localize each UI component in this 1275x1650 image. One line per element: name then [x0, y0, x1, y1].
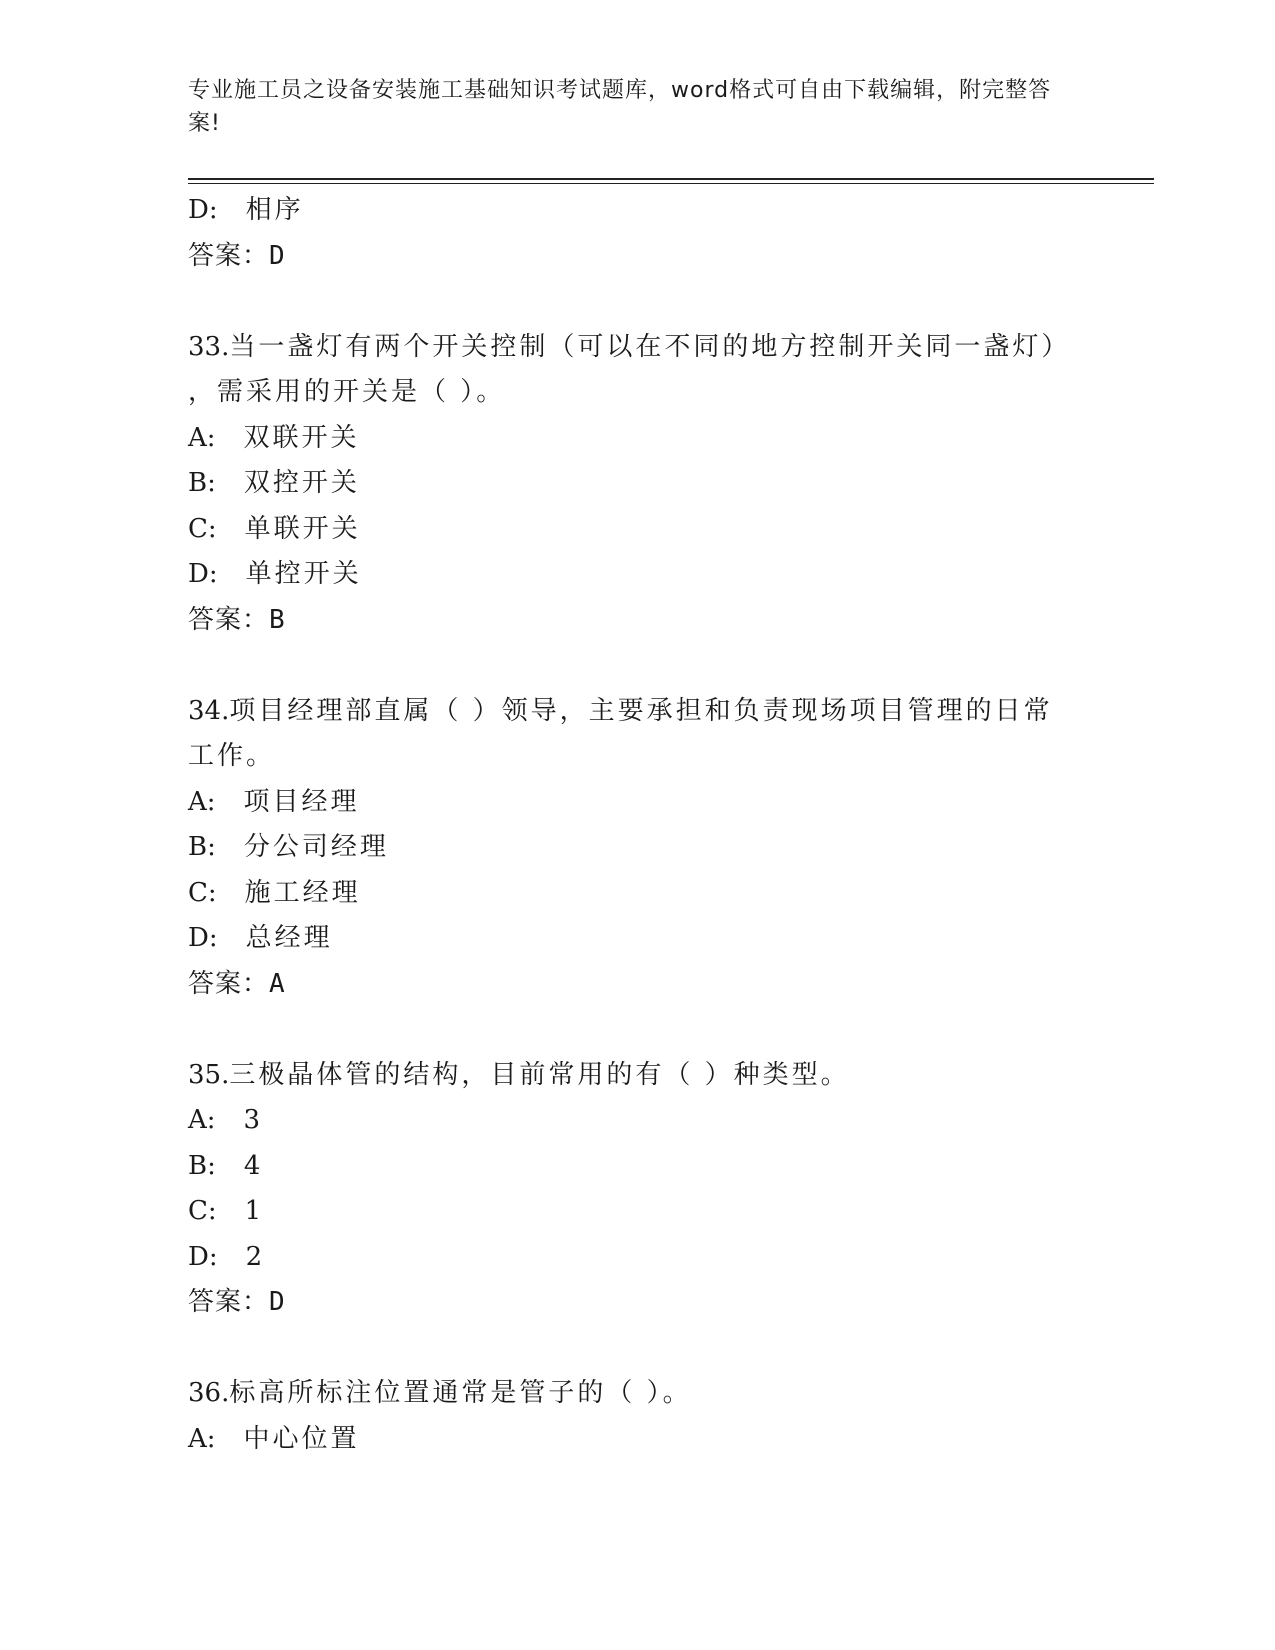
- option-d: D: 单控开关: [188, 559, 362, 589]
- question-36: [188, 1371, 1088, 1462]
- option-a: A: 中心位置: [188, 1423, 360, 1454]
- header-rule-thin: [188, 183, 1154, 184]
- question-content: [188, 188, 1088, 1462]
- option-d: D: 相序: [188, 195, 304, 225]
- document-header: [188, 74, 1068, 140]
- option-c: C: 单联开关: [188, 513, 361, 544]
- question-text: 34.项目经理部直属（ ）领导，主要承担和负责现场项目管理的日常: [188, 695, 1053, 726]
- option-b: B: 4: [188, 1150, 261, 1181]
- answer-line: 答案：D: [188, 240, 286, 271]
- answer-line: 答案：D: [188, 1287, 286, 1317]
- header-rule-thick: [188, 178, 1154, 180]
- option-a: A: 双联开关: [188, 422, 360, 453]
- option-b: B: 分公司经理: [188, 832, 389, 862]
- question-text: 35.三极晶体管的结构，目前常用的有（ ）种类型。: [188, 1059, 850, 1090]
- option-d: D: 2: [188, 1241, 263, 1272]
- option-b: B: 双控开关: [188, 468, 360, 498]
- question-text: 33.当一盏灯有两个开关控制（可以在不同的地方控制开关同一盏灯）: [188, 331, 1071, 362]
- option-a: A: 3: [188, 1105, 261, 1135]
- option-a: A: 项目经理: [188, 786, 360, 817]
- question-34: [188, 689, 1088, 1008]
- question-text: 36.标高所标注位置通常是管子的（ ）。: [188, 1378, 692, 1408]
- question-text-cont: ，需采用的开关是（ ）。: [188, 377, 506, 407]
- option-c: C: 1: [188, 1196, 262, 1226]
- question-35: [188, 1053, 1088, 1326]
- header-title: 专业施工员之设备安装施工基础知识考试题库，word格式可自由下载编辑，附完整答案!: [188, 78, 1052, 136]
- question-text-cont: 工作。: [188, 741, 276, 771]
- option-d: D: 总经理: [188, 923, 333, 953]
- answer-line: 答案：A: [188, 968, 286, 999]
- option-c: C: 施工经理: [188, 877, 361, 908]
- answer-line: 答案：B: [188, 604, 286, 635]
- question-33: [188, 325, 1088, 644]
